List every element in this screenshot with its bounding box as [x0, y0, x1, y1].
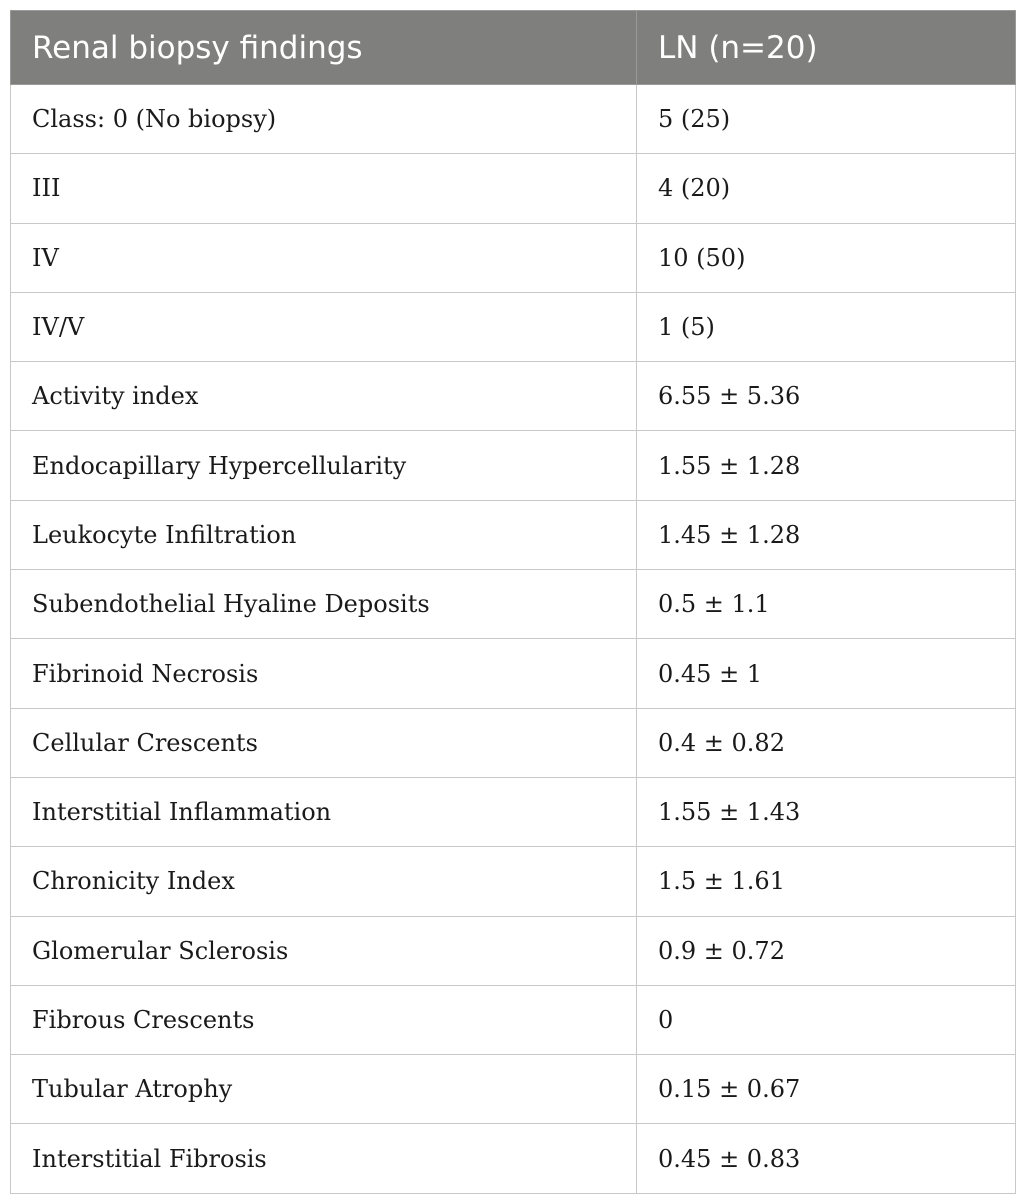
table-row	[11, 1124, 1016, 1193]
finding-value: 1.5 ± 1.61	[637, 847, 1016, 916]
finding-label: Interstitial Fibrosis	[11, 1124, 637, 1193]
table-header	[11, 11, 1016, 85]
table-row	[11, 85, 1016, 154]
finding-label: Endocapillary Hypercellularity	[11, 431, 637, 500]
header-findings: Renal biopsy findings	[11, 11, 637, 85]
finding-label: Fibrinoid Necrosis	[11, 639, 637, 708]
finding-value: 0	[637, 985, 1016, 1054]
table-row	[11, 708, 1016, 777]
finding-label: Interstitial Inflammation	[11, 777, 637, 846]
finding-value: 0.45 ± 1	[637, 639, 1016, 708]
finding-label: Glomerular Sclerosis	[11, 916, 637, 985]
finding-value: 0.4 ± 0.82	[637, 708, 1016, 777]
finding-label: Activity index	[11, 362, 637, 431]
finding-value: 1 (5)	[637, 292, 1016, 361]
finding-label: Fibrous Crescents	[11, 985, 637, 1054]
finding-value: 6.55 ± 5.36	[637, 362, 1016, 431]
finding-label: Subendothelial Hyaline Deposits	[11, 570, 637, 639]
header-row	[11, 11, 1016, 85]
table-row	[11, 985, 1016, 1054]
table-row	[11, 777, 1016, 846]
header-ln-group: LN (n=20)	[637, 11, 1016, 85]
table-row	[11, 154, 1016, 223]
finding-value: 10 (50)	[637, 223, 1016, 292]
finding-label: IV/V	[11, 292, 637, 361]
finding-label: Leukocyte Infiltration	[11, 500, 637, 569]
finding-value: 0.5 ± 1.1	[637, 570, 1016, 639]
finding-label: IV	[11, 223, 637, 292]
table-row	[11, 847, 1016, 916]
finding-value: 0.15 ± 0.67	[637, 1055, 1016, 1124]
finding-value: 4 (20)	[637, 154, 1016, 223]
table-row	[11, 639, 1016, 708]
finding-label: III	[11, 154, 637, 223]
finding-label: Chronicity Index	[11, 847, 637, 916]
finding-value: 0.9 ± 0.72	[637, 916, 1016, 985]
table-row	[11, 292, 1016, 361]
finding-value: 1.45 ± 1.28	[637, 500, 1016, 569]
table-row	[11, 431, 1016, 500]
table-row	[11, 570, 1016, 639]
finding-label: Class: 0 (No biopsy)	[11, 85, 637, 154]
table-body	[11, 85, 1016, 1194]
finding-value: 5 (25)	[637, 85, 1016, 154]
table-row	[11, 916, 1016, 985]
table-row	[11, 500, 1016, 569]
finding-value: 1.55 ± 1.28	[637, 431, 1016, 500]
finding-value: 0.45 ± 0.83	[637, 1124, 1016, 1193]
table-row	[11, 362, 1016, 431]
biopsy-findings-table	[10, 10, 1016, 1194]
table-row	[11, 1055, 1016, 1124]
finding-label: Cellular Crescents	[11, 708, 637, 777]
finding-label: Tubular Atrophy	[11, 1055, 637, 1124]
table-row	[11, 223, 1016, 292]
biopsy-findings-table-container	[10, 10, 1015, 1194]
finding-value: 1.55 ± 1.43	[637, 777, 1016, 846]
